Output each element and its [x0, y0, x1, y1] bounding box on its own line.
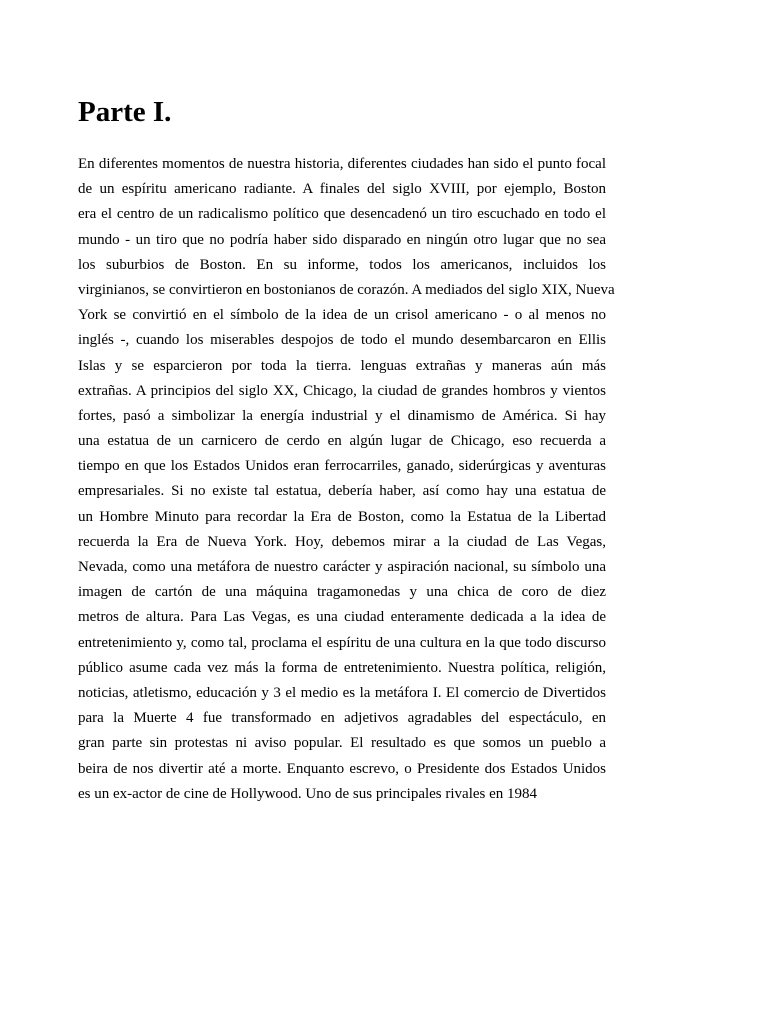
text-line: noticias, atletismo, educación y 3 el medio es la metáfora I. El comercio de Divertidos — [78, 684, 606, 701]
text-line: los suburbios de Boston. En su informe, todos los americanos, incluidos los — [78, 256, 606, 273]
text-line: un Hombre Minuto para recordar la Era de Boston, como la Estatua de la Libertad — [78, 508, 606, 525]
text-line: beira de nos divertir até a morte. Enquanto escrevo, o Presidente dos Estados Unidos — [78, 760, 606, 777]
text-line: de un espíritu americano radiante. A finales del siglo XVIII, por ejemplo, Boston — [78, 181, 606, 198]
text-line: es un ex-actor de cine de Hollywood. Uno de sus principales rivales en 1984 — [78, 785, 538, 802]
text-line: Nevada, como una metáfora de nuestro carácter y aspiración nacional, su símbolo una — [78, 559, 606, 575]
text-line: inglés -, cuando los miserables despojos de todo el mundo desembarcaron en Ellis — [78, 332, 606, 349]
text-line: gran parte sin protestas ni aviso popular. El resultado es que somos un pueblo a — [78, 735, 606, 752]
body-paragraph — [78, 152, 615, 807]
text-line: para la Muerte 4 fue transformado en adjetivos agradables del espectáculo, en — [78, 710, 606, 727]
text-line: empresariales. Si no existe tal estatua, debería haber, así como hay una estatua de — [78, 483, 606, 500]
text-line: público asume cada vez más la forma de entretenimiento. Nuestra política, religión, — [78, 659, 606, 676]
text-line: Islas y se esparcieron por toda la tierra. lenguas extrañas y maneras aún más — [78, 357, 606, 374]
text-line: era el centro de un radicalismo político que desencadenó un tiro escuchado en todo el — [78, 206, 606, 223]
text-line: fortes, pasó a simbolizar la energía industrial y el dinamismo de América. Si hay — [78, 407, 606, 424]
text-line: extrañas. A principios del siglo XX, Chicago, la ciudad de grandes hombros y vientos — [78, 382, 606, 399]
section-heading: Parte I. — [78, 96, 172, 128]
text-line: metros de altura. Para Las Vegas, es una ciudad enteramente dedicada a la idea de — [78, 609, 606, 626]
text-line: imagen de cartón de una máquina tragamonedas y una chica de coro de diez — [78, 584, 606, 601]
text-line: una estatua de un carnicero de cerdo en algún lugar de Chicago, eso recuerda a — [78, 433, 606, 450]
text-line: York se convirtió en el símbolo de la idea de un crisol americano - o al menos no — [78, 307, 606, 324]
text-line: recuerda la Era de Nueva York. Hoy, debemos mirar a la ciudad de Las Vegas, — [78, 533, 606, 550]
text-line: virginianos, se convirtieron en bostonianos de corazón. A mediados del siglo XIX, Nueva — [78, 281, 615, 298]
text-line: tiempo en que los Estados Unidos eran ferrocarriles, ganado, siderúrgicas y aventuras — [78, 458, 606, 475]
text-line: mundo - un tiro que no podría haber sido disparado en ningún otro lugar que no sea — [78, 231, 606, 248]
text-line: entretenimiento y, como tal, proclama el espíritu de una cultura en la que todo discurso — [78, 634, 606, 651]
text-line: En diferentes momentos de nuestra historia, diferentes ciudades han sido el punto focal — [78, 156, 606, 172]
